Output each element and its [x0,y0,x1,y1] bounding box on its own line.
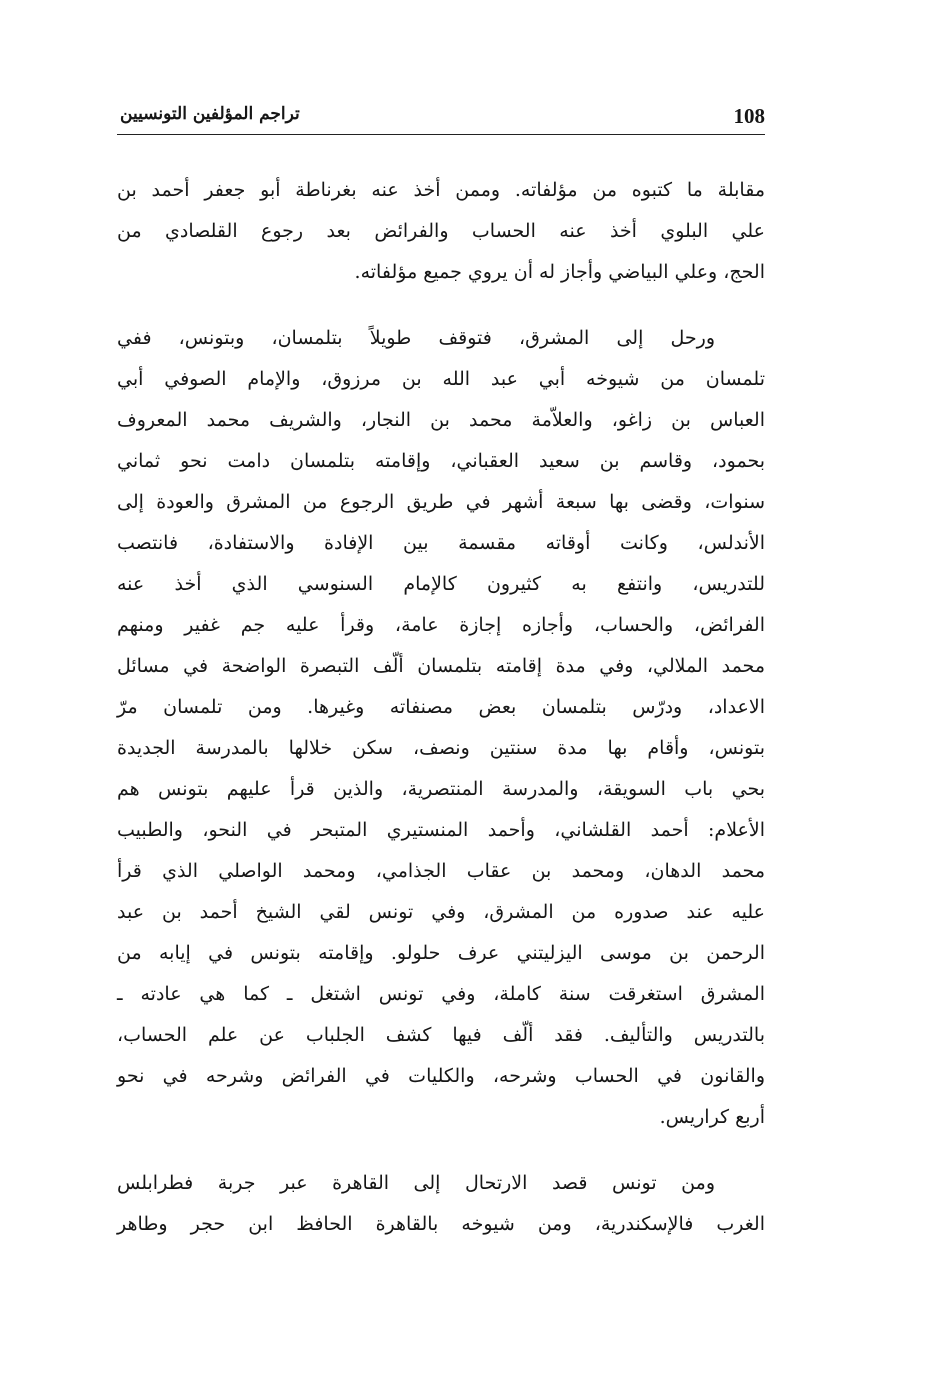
text-line: بحمود، وقاسم بن سعيد العقباني، وإقامته بتلمسان دامت نحو ثماني [117,450,765,472]
text-line: الغرب فالإسكندرية، ومن شيوخه بالقاهرة الحافظ ابن حجر وطاهر [117,1213,765,1235]
text-line: علي البلوي أخذ عنه الحساب والفرائض بعد رجوع القلصادي من [117,220,765,242]
text-line: للتدريس، وانتفع به كثيرون كالإمام السنوسي الذي أخذ عنه [117,573,765,595]
text-line: بالتدريس والتأليف. فقد ألّف فيها كشف الجلباب عن علم الحساب، [117,1024,765,1046]
running-title: تراجم المؤلفين التونسيين [120,104,300,124]
text-line: الحج، وعلي البياضي وأجاز له أن يروي جميع مؤلفاته. [354,261,765,283]
text-line: بحي باب السويقة، والمدرسة المنتصرية، والذين قرأ عليهم بتونس هم [117,778,765,800]
paragraph-2 [117,318,765,1138]
text-line: المشرق استغرقت سنة كاملة، وفي تونس اشتغل ـ كما هي عادته ـ [117,983,765,1005]
text-line: عليه عند صدوره من المشرق، وفي تونس لقي الشيخ أحمد بن عبد [117,901,765,923]
text-line: تلمسان من شيوخه أبي عبد الله بن مرزوق، والإمام الصوفي أبي [117,368,765,390]
text-line: ومن تونس قصد الارتحال إلى القاهرة عبر جربة فطرابلس [117,1172,715,1194]
text-line: أربع كراريس. [659,1106,765,1128]
text-line: سنوات، وقضى بها سبعة أشهر في طريق الرجوع من المشرق والعودة إلى [117,491,765,513]
text-line: الاعداد، ودرّس بتلمسان بعض مصنفاته وغيرها. ومن تلمسان مرّ [117,696,765,718]
text-line: محمد الملالي، وفي مدة إقامته بتلمسان ألّف التبصرة الواضحة في مسائل [117,655,765,677]
text-line: والقانون في الحساب وشرحه، والكليات في الفرائض وشرحه في نحو [117,1065,765,1087]
page-number: 108 [733,104,765,128]
text-line: محمد الدهان، ومحمد بن عقاب الجذامي، ومحمد الواصلي الذي قرأ [117,860,765,882]
paragraph-3 [117,1163,765,1245]
text-line: الأندلس، وكانت أوقاته مقسمة بين الإفادة والاستفادة، فانتصب [117,532,765,554]
page-header [117,98,765,135]
paragraph-1 [117,170,765,293]
text-line: بتونس، وأقام بها مدة سنتين ونصف، سكن خلالها بالمدرسة الجديدة [117,737,765,759]
text-line: ورحل إلى المشرق، فتوقف طويلاً بتلمسان، وبتونس، ففي [117,327,715,349]
text-line: الرحمن بن موسى اليزليتني عرف حلولو. وإقامته بتونس في إيابه من [117,942,765,964]
body-text [117,170,765,1245]
text-line: مقابلة ما كتبوه من مؤلفاته. وممن أخذ عنه بغرناطة أبو جعفر أحمد بن [117,179,765,201]
text-line: العباس بن زاغو، والعلاّمة محمد بن النجار، والشريف محمد المعروف [117,409,765,431]
text-line: الفرائض، والحساب، وأجازه إجازة عامة، وقرأ عليه جم غفير ومنهم [117,614,765,636]
text-line: الأعلام: أحمد القلشاني، وأحمد المنستيري المتبحر في النحو، والطبيب [117,819,765,841]
